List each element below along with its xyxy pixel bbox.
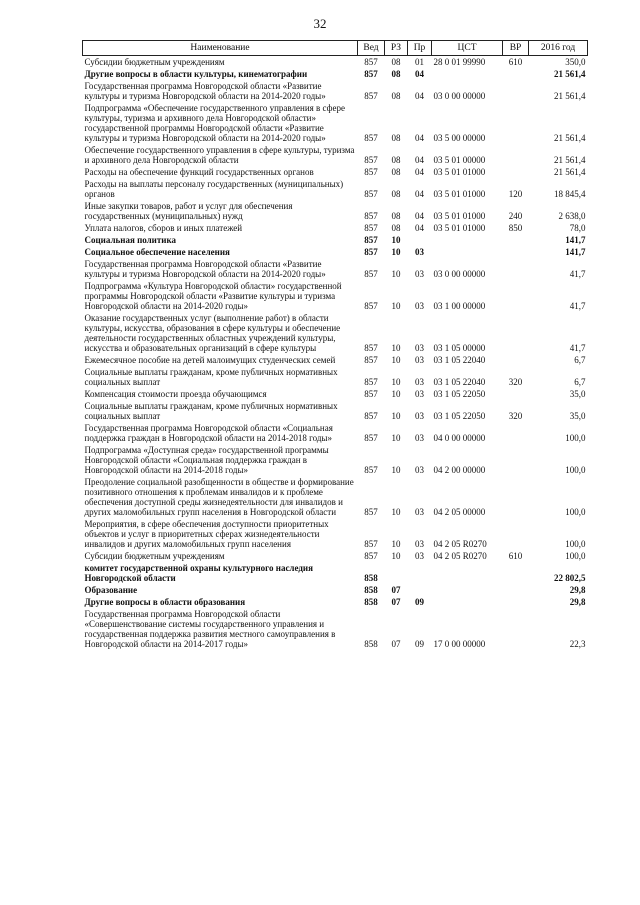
- row-vr: [503, 166, 529, 178]
- row-sum: 18 845,4: [554, 189, 586, 199]
- row-cst: 03 5 01 00000: [433, 155, 486, 165]
- row-sum: 78,0: [569, 223, 586, 233]
- row-name: Государственная программа Новгородской области «Совершенствование системы государственного управления и государственная поддержка развития местного самоуправления в Новгородской области на 2014-2017 годы»: [84, 609, 336, 649]
- row-ved: 857: [364, 539, 378, 549]
- row-sum: 35,0: [569, 411, 586, 421]
- table-header-row: [83, 41, 588, 56]
- table-row: [83, 166, 588, 178]
- row-pr: 04: [415, 155, 424, 165]
- row-rz: 10: [391, 343, 401, 353]
- row-name: Подпрограмма «Доступная среда» государственной программы Новгородской области «Социальная поддержка граждан в Новгородской области на 2014-2018 годы»: [84, 445, 329, 475]
- row-name: Субсидии бюджетным учреждениям: [84, 551, 225, 561]
- row-cst: 04 2 00 00000: [433, 465, 486, 475]
- row-cst: 03 1 05 22050: [433, 411, 486, 421]
- table-row: [83, 68, 588, 80]
- row-pr: 03: [415, 539, 424, 549]
- row-name: Социальные выплаты гражданам, кроме публичных нормативных социальных выплат: [84, 401, 338, 421]
- row-vr: [503, 312, 529, 354]
- table-row: [83, 178, 588, 200]
- row-cst: 03 5 01 01000: [433, 189, 486, 199]
- row-rz: 08: [391, 57, 401, 67]
- table-row: [83, 280, 588, 312]
- row-ved: 857: [364, 235, 378, 245]
- row-cst: 04 2 05 00000: [433, 507, 486, 517]
- table-row: [83, 258, 588, 280]
- row-ved: 858: [364, 585, 378, 595]
- table-row: [83, 222, 588, 234]
- row-sum: 21 561,4: [554, 155, 586, 165]
- row-sum: 100,0: [565, 465, 586, 475]
- row-cst: [432, 234, 503, 246]
- row-pr: 03: [415, 247, 424, 257]
- row-sum: 21 561,4: [554, 91, 586, 101]
- row-vr: [503, 444, 529, 476]
- table-row: [83, 234, 588, 246]
- row-name: Государственная программа Новгородской области «Социальная поддержка граждан в Новгородской области на 2014-2018 годы»: [84, 423, 333, 443]
- row-name: Образование: [84, 585, 138, 595]
- header-vr: ВР: [503, 41, 529, 56]
- row-cst: [432, 596, 503, 608]
- header-year: 2016 год: [529, 41, 588, 56]
- row-vr: [503, 518, 529, 550]
- row-sum: 35,0: [569, 389, 586, 399]
- row-rz: 08: [391, 133, 401, 143]
- row-vr: 120: [508, 189, 523, 199]
- table-row: [83, 444, 588, 476]
- page-number: 32: [313, 16, 327, 31]
- row-name: Подпрограмма «Обеспечение государственного управления в сфере культуры, туризма и архивного дела Новгородской области» государственной программы Новгородской области «Развитие культуры и туризма Новгородской области на 2014-2020 годы»: [84, 103, 345, 143]
- row-ved: 857: [364, 551, 378, 561]
- row-pr: [408, 562, 432, 584]
- row-vr: [503, 422, 529, 444]
- row-cst: 04 2 05 R0270: [433, 551, 487, 561]
- row-name: Расходы на выплаты персоналу государственных (муниципальных) органов: [84, 179, 344, 199]
- row-name: Другие вопросы в области образования: [84, 597, 246, 607]
- row-ved: 857: [364, 377, 378, 387]
- table-row: [83, 366, 588, 388]
- row-cst: 03 0 00 00000: [433, 269, 486, 279]
- table-row: [83, 400, 588, 422]
- table-row: [83, 476, 588, 518]
- row-rz: 08: [391, 91, 401, 101]
- row-cst: [432, 68, 503, 80]
- row-sum: 29,8: [569, 585, 586, 595]
- row-cst: 28 0 01 99990: [433, 57, 486, 67]
- row-pr: [408, 584, 432, 596]
- row-vr: [503, 258, 529, 280]
- row-rz: 08: [391, 223, 401, 233]
- row-ved: 857: [364, 155, 378, 165]
- row-ved: 858: [364, 597, 378, 607]
- row-name: Преодоление социальной разобщенности в обществе и формирование позитивного отношения к проблемам инвалидов и к проблеме обеспечения доступной среды жизнедеятельности для инвалидов и других маломобильных групп населения в Новгородской области: [84, 477, 354, 517]
- row-ved: 857: [364, 343, 378, 353]
- row-ved: 857: [364, 57, 378, 67]
- header-ved: Вед: [358, 41, 385, 56]
- row-ved: 857: [364, 433, 378, 443]
- row-sum: 100,0: [565, 539, 586, 549]
- header-cst: ЦСТ: [432, 41, 503, 56]
- row-cst: 04 0 00 00000: [433, 433, 486, 443]
- row-cst: 03 0 00 00000: [433, 91, 486, 101]
- row-pr: 04: [415, 211, 424, 221]
- row-ved: 857: [364, 301, 378, 311]
- row-name: Социальная политика: [84, 235, 177, 245]
- row-cst: 17 0 00 00000: [433, 639, 486, 649]
- row-vr: [503, 234, 529, 246]
- row-pr: 04: [415, 189, 424, 199]
- row-vr: [503, 562, 529, 584]
- row-ved: 857: [364, 223, 378, 233]
- row-ved: 857: [364, 133, 378, 143]
- row-rz: 10: [391, 389, 401, 399]
- header-rz: РЗ: [385, 41, 408, 56]
- row-cst: [432, 562, 503, 584]
- row-sum: 100,0: [565, 433, 586, 443]
- header-pr: Пр: [408, 41, 432, 56]
- row-pr: 03: [415, 301, 424, 311]
- row-vr: 610: [508, 57, 523, 67]
- row-pr: 04: [415, 91, 424, 101]
- row-name: Государственная программа Новгородской области «Развитие культуры и туризма Новгородской области на 2014-2020 годы»: [84, 259, 326, 279]
- row-pr: 03: [415, 355, 424, 365]
- table-row: [83, 422, 588, 444]
- row-rz: 10: [391, 539, 401, 549]
- row-rz: 08: [391, 211, 401, 221]
- row-name: Подпрограмма «Культура Новгородской области» государственной программы Новгородской области «Развитие культуры и туризма Новгородской области на 2014-2020 годы»: [84, 281, 342, 311]
- row-name: Ежемесячное пособие на детей малоимущих студенческих семей: [84, 355, 336, 365]
- table-row: [83, 596, 588, 608]
- table-row: [83, 144, 588, 166]
- table-row: [83, 562, 588, 584]
- row-sum: 21 561,4: [554, 133, 586, 143]
- row-pr: 03: [415, 343, 424, 353]
- row-cst: 03 1 05 22050: [433, 389, 486, 399]
- row-pr: 09: [415, 597, 424, 607]
- table-row: [83, 200, 588, 222]
- row-sum: 100,0: [565, 551, 586, 561]
- row-cst: [432, 584, 503, 596]
- row-name: Оказание государственных услуг (выполнение работ) в области культуры, искусства, образования в сфере культуры и обеспечение деятельности государственных областных учреждений культуры, искусства и образовательных организаций в сфере культуры: [84, 313, 341, 353]
- table-row: [83, 102, 588, 144]
- row-pr: 03: [415, 507, 424, 517]
- row-vr: 320: [508, 377, 523, 387]
- row-rz: 08: [391, 69, 401, 79]
- row-vr: [503, 476, 529, 518]
- row-rz: 10: [391, 235, 401, 245]
- row-sum: 21 561,4: [554, 69, 586, 79]
- row-vr: [503, 68, 529, 80]
- row-pr: 03: [415, 377, 424, 387]
- row-name: Социальные выплаты гражданам, кроме публичных нормативных социальных выплат: [84, 367, 338, 387]
- table-row: [83, 312, 588, 354]
- row-rz: 10: [391, 411, 401, 421]
- row-name: Субсидии бюджетным учреждениям: [84, 57, 225, 67]
- row-pr: 03: [415, 411, 424, 421]
- row-vr: [503, 354, 529, 366]
- row-cst: 03 5 01 01000: [433, 223, 486, 233]
- row-cst: 03 5 01 01000: [433, 211, 486, 221]
- row-rz: 07: [391, 639, 401, 649]
- row-vr: [503, 388, 529, 400]
- row-sum: 100,0: [565, 507, 586, 517]
- row-pr: 03: [415, 389, 424, 399]
- row-vr: 240: [508, 211, 523, 221]
- table-row: [83, 608, 588, 650]
- header-name: Наименование: [83, 41, 358, 56]
- row-pr: 04: [415, 69, 424, 79]
- row-ved: 857: [364, 91, 378, 101]
- table-body: [83, 56, 588, 651]
- row-ved: 857: [364, 167, 378, 177]
- row-vr: [503, 144, 529, 166]
- row-rz: 10: [391, 301, 401, 311]
- row-vr: [503, 102, 529, 144]
- table-row: [83, 388, 588, 400]
- row-pr: 03: [415, 551, 424, 561]
- row-rz: 10: [391, 269, 401, 279]
- row-cst: 03 1 05 22040: [433, 355, 486, 365]
- row-ved: 857: [364, 389, 378, 399]
- row-sum: 41,7: [569, 301, 586, 311]
- row-rz: 10: [391, 247, 401, 257]
- row-rz: 08: [391, 155, 401, 165]
- row-pr: 03: [415, 433, 424, 443]
- row-cst: 03 5 01 01000: [433, 167, 486, 177]
- row-rz: 10: [391, 377, 401, 387]
- row-sum: 6,7: [574, 355, 586, 365]
- row-vr: 610: [508, 551, 523, 561]
- row-ved: 857: [364, 411, 378, 421]
- row-cst: 04 2 05 R0270: [433, 539, 487, 549]
- row-pr: 09: [415, 639, 424, 649]
- row-rz: 08: [391, 167, 401, 177]
- row-name: Социальное обеспечение населения: [84, 247, 230, 257]
- row-ved: 857: [364, 211, 378, 221]
- row-pr: 03: [415, 269, 424, 279]
- row-name: комитет государственной охраны культурного наследия Новгородской области: [84, 563, 313, 583]
- row-sum: 141,7: [565, 235, 586, 245]
- table-row: [83, 354, 588, 366]
- table-row: [83, 518, 588, 550]
- row-sum: 41,7: [569, 269, 586, 279]
- row-pr: [408, 234, 432, 246]
- row-name: Уплата налогов, сборов и иных платежей: [84, 223, 243, 233]
- row-sum: 22,3: [569, 639, 586, 649]
- row-rz: 07: [391, 597, 401, 607]
- row-vr: [503, 280, 529, 312]
- row-ved: 858: [364, 573, 378, 583]
- row-name: Другие вопросы в области культуры, кинематографии: [84, 69, 308, 79]
- row-vr: [503, 596, 529, 608]
- row-rz: 10: [391, 465, 401, 475]
- row-pr: 01: [415, 57, 424, 67]
- row-name: Обеспечение государственного управления в сфере культуры, туризма и архивного дела Новгородской области: [84, 145, 355, 165]
- row-ved: 857: [364, 269, 378, 279]
- row-sum: 350,0: [565, 57, 586, 67]
- row-ved: 857: [364, 189, 378, 199]
- row-ved: 857: [364, 507, 378, 517]
- table-row: [83, 80, 588, 102]
- row-cst: 03 1 05 00000: [433, 343, 486, 353]
- row-name: Расходы на обеспечение функций государственных органов: [84, 167, 314, 177]
- row-cst: 03 1 05 22040: [433, 377, 486, 387]
- row-sum: 41,7: [569, 343, 586, 353]
- row-rz: 08: [391, 189, 401, 199]
- row-cst: 03 1 00 00000: [433, 301, 486, 311]
- row-vr: [503, 608, 529, 650]
- row-name: Мероприятия, в сфере обеспечения доступности приоритетных объектов и услуг в приоритетных сферах жизнедеятельности инвалидов и других маломобильных групп населения: [84, 519, 329, 549]
- budget-table: [82, 40, 588, 650]
- row-sum: 29,8: [569, 597, 586, 607]
- row-name: Иные закупки товаров, работ и услуг для обеспечения государственных (муниципальных) нужд: [84, 201, 293, 221]
- row-rz: 10: [391, 433, 401, 443]
- row-sum: 6,7: [574, 377, 586, 387]
- row-vr: [503, 584, 529, 596]
- row-sum: 21 561,4: [554, 167, 586, 177]
- row-vr: [503, 246, 529, 258]
- row-name: Государственная программа Новгородской области «Развитие культуры и туризма Новгородской области на 2014-2020 годы»: [84, 81, 326, 101]
- row-vr: 320: [508, 411, 523, 421]
- row-pr: 04: [415, 223, 424, 233]
- row-ved: 857: [364, 465, 378, 475]
- row-vr: [503, 80, 529, 102]
- table-row: [83, 246, 588, 258]
- table-row: [83, 550, 588, 562]
- row-pr: 04: [415, 133, 424, 143]
- table-row: [83, 56, 588, 69]
- row-rz: 10: [391, 355, 401, 365]
- row-rz: 10: [391, 551, 401, 561]
- row-cst: 03 5 00 00000: [433, 133, 486, 143]
- row-name: Компенсация стоимости проезда обучающимся: [84, 389, 267, 399]
- table-row: [83, 584, 588, 596]
- row-rz: 07: [391, 585, 401, 595]
- row-sum: 22 802,5: [554, 573, 586, 583]
- row-vr: 850: [508, 223, 523, 233]
- row-ved: 857: [364, 69, 378, 79]
- row-rz: [385, 562, 408, 584]
- row-ved: 858: [364, 639, 378, 649]
- row-cst: [432, 246, 503, 258]
- row-ved: 857: [364, 247, 378, 257]
- row-rz: 10: [391, 507, 401, 517]
- row-pr: 03: [415, 465, 424, 475]
- row-sum: 141,7: [565, 247, 586, 257]
- row-pr: 04: [415, 167, 424, 177]
- row-sum: 2 638,0: [558, 211, 586, 221]
- row-ved: 857: [364, 355, 378, 365]
